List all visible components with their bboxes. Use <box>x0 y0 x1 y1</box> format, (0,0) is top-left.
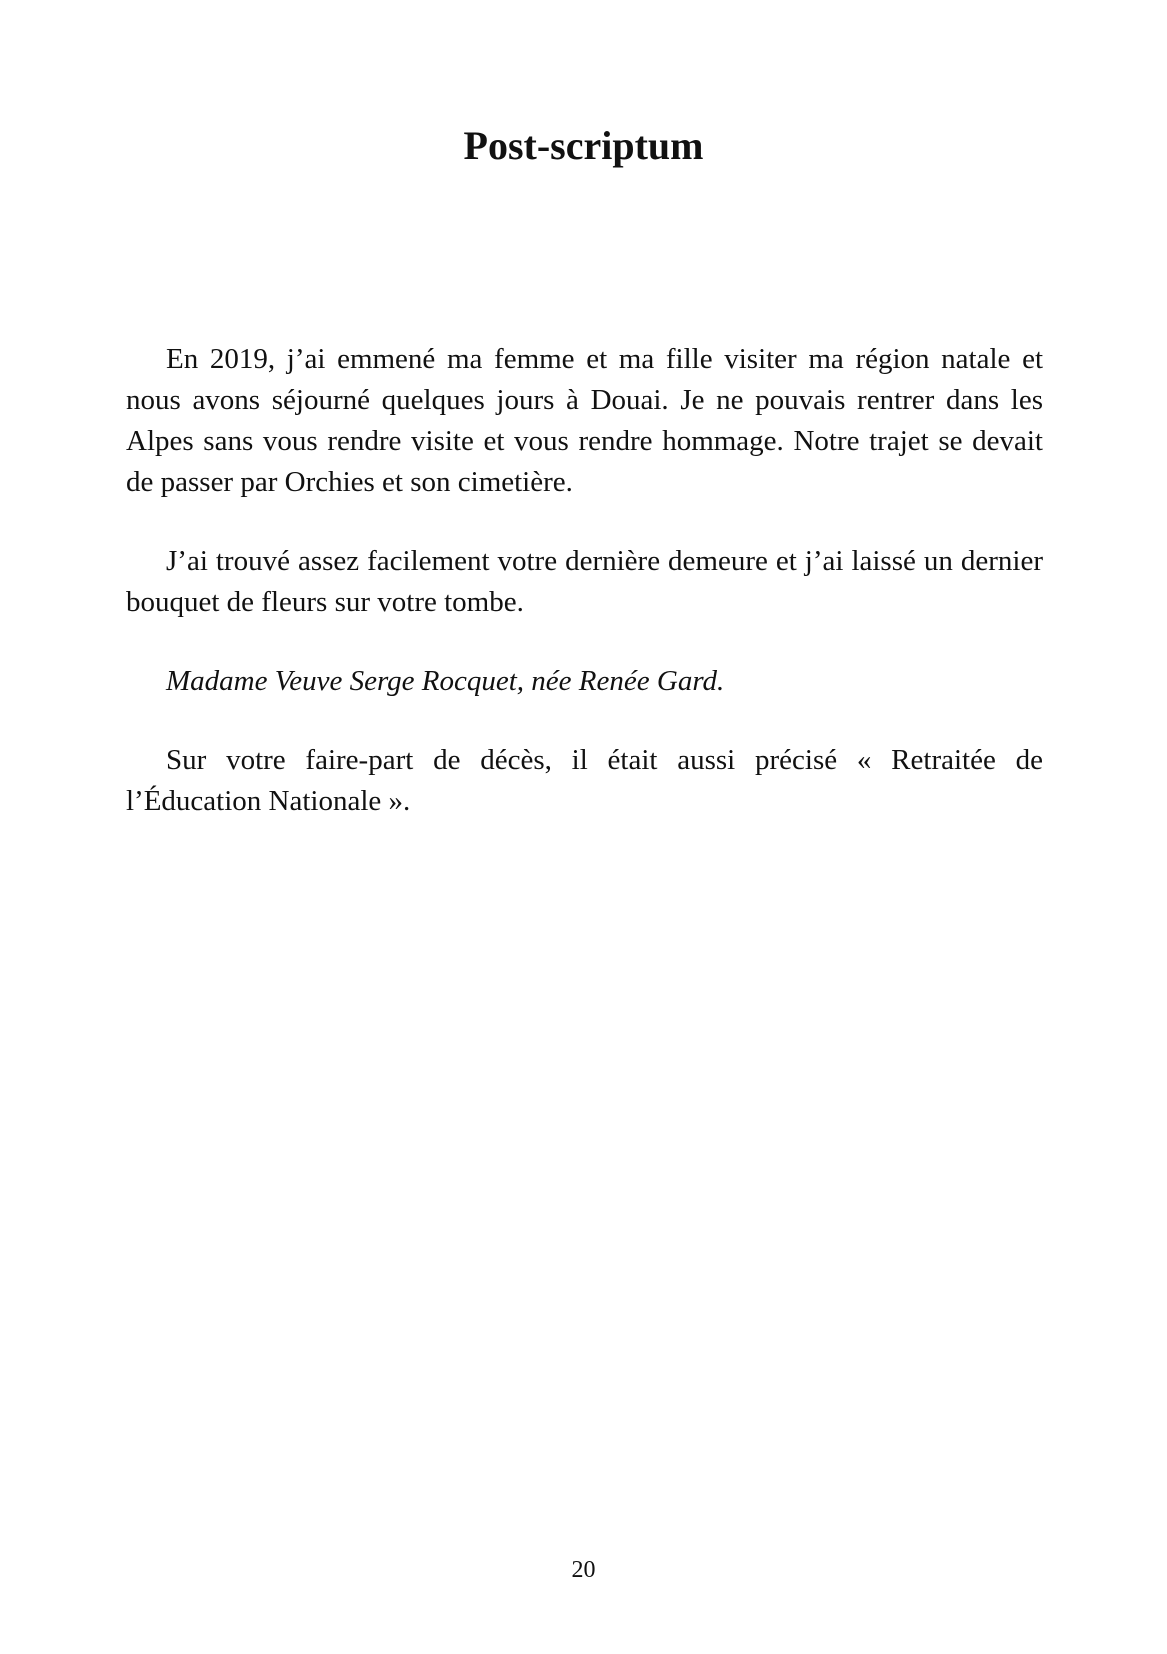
body-text <box>126 339 1043 860</box>
paragraph-visit: En 2019, j’ai emmené ma femme et ma fille visiter ma région natale et nous avons séjourné quelques jours à Douai. Je ne pouvais rentrer dans les Alpes sans vous rendre visite et vous rendre hommage. Notre trajet se devait de passer par Orchies et son cimetière. <box>126 343 1043 498</box>
page-title: Post-scriptum <box>463 123 704 168</box>
paragraph-grave: J’ai trouvé assez facilement votre dernière demeure et j’ai laissé un dernier bouquet de fleurs sur votre tombe. <box>126 545 1043 618</box>
paragraph-name: Madame Veuve Serge Rocquet, née Renée Gard. <box>166 665 725 697</box>
paragraph-notice: Sur votre faire-part de décès, il était aussi précisé « Retraitée de l’Éducation Nationale ». <box>126 744 1043 817</box>
page-number: 20 <box>571 1557 596 1583</box>
